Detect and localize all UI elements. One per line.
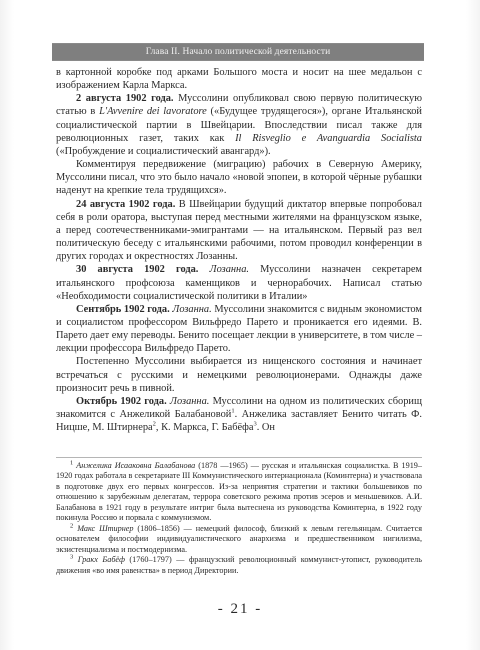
footnote: $^1$ Анжелика Исааковна Балабанова (1878 —1965) — русская и итальянская социалистка. В 1919–1920 годах работала в секретариате III Коммунистического интернационала (Коминтерна) и участвовала в подготовке двух его первых конгрессов. Из-за неприятия стратегии и тактики большевиков по отношению к зарубежным делегатам, террора советского режима против эсеров и меньшевиков. А.И. Балабанова в 1921 году в результате интриг была вытеснена из руководства Коминтерна, в 1922 году покинула Россию и порвала с коммунизмом. (56, 459, 422, 523)
entry-24-august: 24 августа 1902 года. В Швейцарии будущий диктатор впервые попробовал себя в роли оратора, выступая перед местными жителями на французском языке, а перед соотечественниками-эмигрантами — на итальянском. Первый раз вел политическую беседу с итальянскими рабочими, потом проводил конференции в других городах и окрестностях Лозанны. (56, 198, 422, 263)
paragraph-gradually: Постепенно Муссолини выбирается из нищенского состояния и начинает встречаться с русскими и немецкими революционерами. Однажды даже произносит речь в пивной. (56, 356, 422, 394)
entry-2-august: 2 августа 1902 года. Муссолини опубликовал свою первую политическую статью в L'Avvenire dei lavoratore («Будущее трудящегося»), органе Итальянской социалистической партии в Швейцарии. Впоследствии писал также для революционных газет, таких как Il Risveglio e Avanguardia Socialista («Пробуждение и социалистический авангард»). (56, 93, 422, 157)
entry-date: Сентябрь 1902 года. (76, 303, 170, 315)
entry-date: Октябрь 1902 года. (76, 395, 167, 407)
paragraph-continuation: в картонной коробке под арками Большого моста и носит на шее медальон с изображением Карла Маркса. (56, 67, 422, 92)
entry-date: 24 августа 1902 года. (76, 198, 176, 210)
entry-30-august: 30 августа 1902 года. Лозанна. Муссолини назначен секретарем итальянского профсоюза каменщиков и чернорабочих. Написал статью «Необходимости социалистической политики в Италии» (56, 264, 423, 302)
newspaper-title: Il Risveglio e Avanguardia Socialista (235, 132, 422, 144)
footnote-divider (56, 457, 422, 458)
body-text (56, 66, 422, 434)
footnotes (56, 461, 422, 576)
paragraph-migration: Комментируя передвижение (миграцию) рабочих в Северную Америку, Муссолини писал, что это было начало «новой эпопеи, в которой чёрные рубашки наденут на крепкие тела трудящихся». (56, 159, 422, 197)
footnote-name: Гракх Бабёф (77, 555, 125, 565)
entry-place: Лозанна. (209, 264, 249, 276)
entry-place: Лозанна. (169, 395, 210, 407)
footnote-ref[interactable]: 3 (253, 420, 257, 428)
entry-september: Сентябрь 1902 года. Лозанна. Муссолини знакомится с видным экономистом и социалистом профессором Вильфредо Парето и проникается его идеями. В. Парето дает ему переводы. Бенито посещает лекции в университете, в том числе – лекции профессора Вильфредо Парето. (56, 303, 422, 355)
footnote-number: 1 (70, 459, 74, 467)
page-number: - 21 - (217, 601, 263, 617)
footnote-number: 3 (70, 553, 74, 561)
newspaper-title: L'Avvenire dei lavoratore (99, 106, 207, 118)
entry-october: Октябрь 1902 года. Лозанна. Муссолини на одном из политических сборищ знакомится с Анжеликой Балабановой$^1$. Анжелика заставляет Бенито читать Ф. Ницше, М. Штирнера$^2$, К. Маркса, Г. Бабёфа$^3$. Он (56, 395, 422, 434)
footnote-name: Анжелика Исааковна Балабанова (76, 461, 196, 470)
running-header: Глава II. Начало политической деятельности (52, 43, 424, 61)
footnote-ref[interactable]: 2 (152, 420, 156, 428)
entry-date: 2 августа 1902 года. (76, 93, 174, 105)
entry-date: 30 августа 1902 года. (76, 264, 199, 276)
footnote: $^2$ Макс Штирнер (1806–1856) — немецкий философ, близкий к левым гегельянцам. Считается основателем философии индивидуалистического анархизма и предшественником нигилизма, экзистенциализма и постмодернизма. (56, 521, 422, 554)
footnote-name: Макс Штирнер (77, 523, 134, 533)
entry-place: Лозанна. (172, 303, 212, 315)
footnote-number: 2 (70, 521, 74, 529)
footnote: $^3$ Гракх Бабёф (1760–1797) — французский революционный коммунист-утопист, руководитель движения «во имя равенства» в период Директории. (56, 553, 422, 575)
footnote-ref[interactable]: 1 (231, 407, 235, 415)
